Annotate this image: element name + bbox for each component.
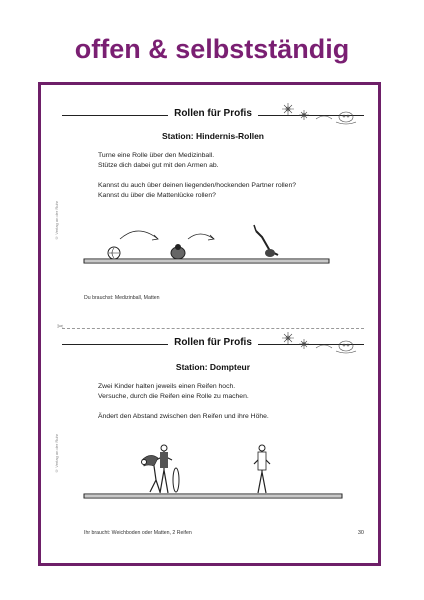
instruction-line: Ändert den Abstand zwischen den Reifen und ihre Höhe. xyxy=(98,413,269,420)
hindernis-rollen-illustration xyxy=(84,225,329,270)
station-card-dompteur xyxy=(54,337,364,546)
flower-decoration-icon xyxy=(274,101,364,129)
copyright-side-label: © Verlag an der Ruhr xyxy=(54,201,59,241)
instruction-line: Stütze dich dabei gut mit den Armen ab. xyxy=(98,162,219,169)
station-heading: Station: Dompteur xyxy=(175,362,251,372)
station-heading: Station: Hindernis-Rollen xyxy=(162,131,264,141)
scissors-icon: ✂ xyxy=(57,322,64,331)
page-number: 30 xyxy=(357,530,364,536)
materials-note: Ihr braucht: Weichboden oder Matten, 2 Reifen xyxy=(84,530,192,536)
card-title: Rollen für Profis xyxy=(62,337,364,348)
materials-note: Du brauchst: Medizinball, Matten xyxy=(84,295,160,301)
instruction-line: Turne eine Rolle über den Medizinball. xyxy=(98,152,215,159)
card-title: Rollen für Profis xyxy=(62,108,364,119)
instruction-line: Kannst du auch über deinen liegenden/hockenden Partner rollen? xyxy=(98,182,297,189)
flower-decoration-icon xyxy=(274,330,364,358)
instruction-line: Kannst du über die Mattenlücke rollen? xyxy=(98,192,216,199)
instruction-line: Zwei Kinder halten jeweils einen Reifen hoch. xyxy=(98,383,236,390)
instruction-line: Versuche, durch die Reifen eine Rolle zu machen. xyxy=(98,393,249,400)
page-headline: offen & selbstständig xyxy=(74,34,350,64)
station-card-hindernis xyxy=(54,108,364,311)
cut-line xyxy=(62,328,364,329)
dompteur-illustration xyxy=(84,436,342,506)
copyright-side-label: © Verlag an der Ruhr xyxy=(54,434,59,474)
